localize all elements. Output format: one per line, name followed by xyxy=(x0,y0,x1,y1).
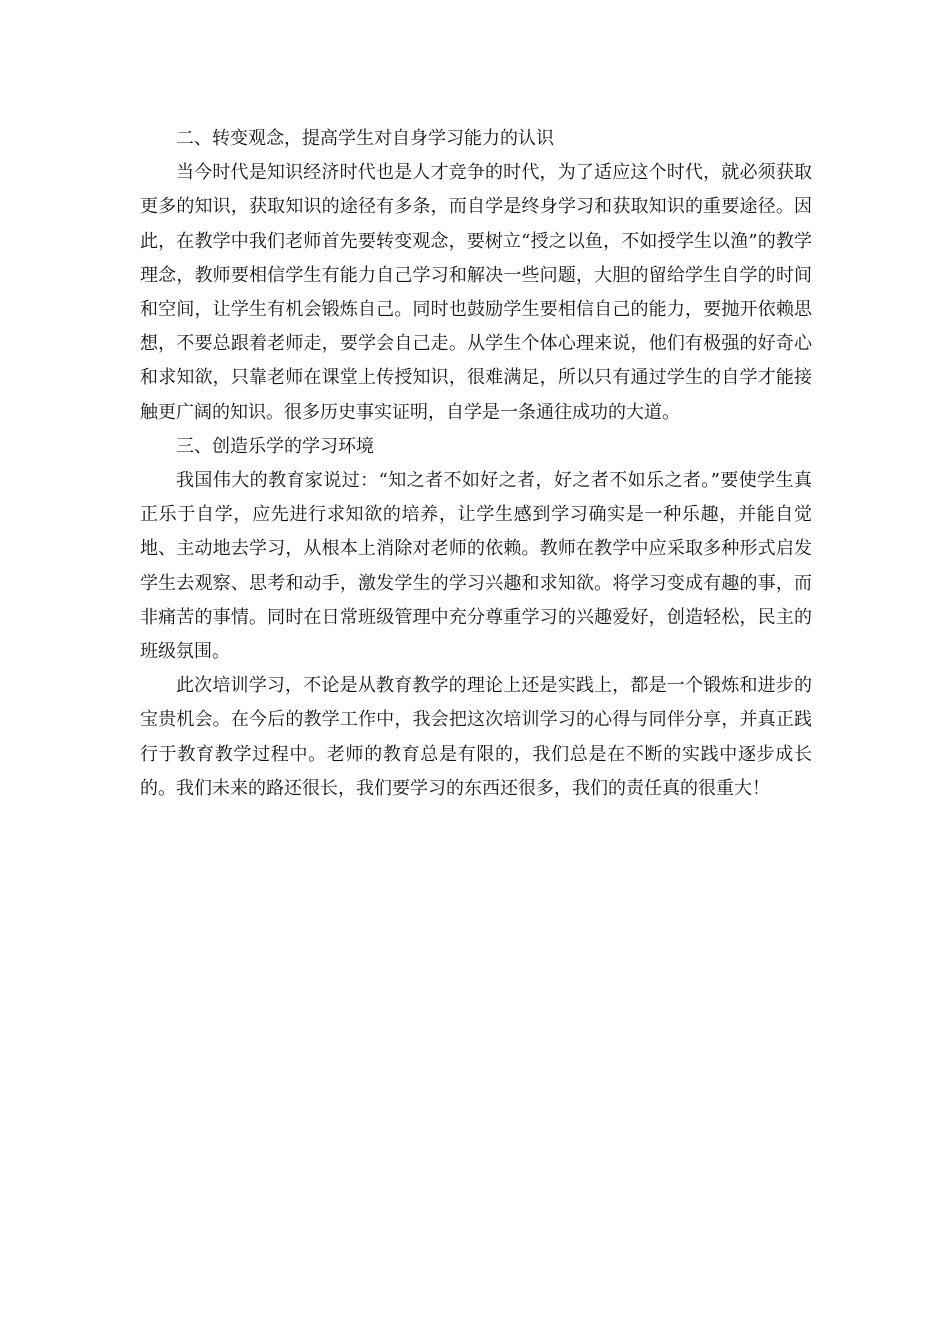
section-heading: 二、转变观念，提高学生对自身学习能力的认识 xyxy=(176,128,554,149)
body-paragraph: 当今时代是知识经济时代也是人才竞争的时代，为了适应这个时代，就必须获取更多的知识，获取知识的途径有多条，而自学是终身学习和获取知识的重要途径。因此，在教学中我们老师首先要转变观念，要树立“授之以鱼，不如授学生以渔”的教学理念，教师要相信学生有能力自己学习和解决一些问题，大胆的留给学生自学的时间和空间，让学生有机会锻炼自己。同时也鼓励学生要相信自己的能力，要抛开依赖思想，不要总跟着老师走，要学会自己走。从学生个体心理来说，他们有极强的好奇心和求知欲，只靠老师在课堂上传授知识，很难满足，所以只有通过学生的自学才能接触更广阔的知识。很多历史事实证明，自学是一条通往成功的大道。 xyxy=(140,162,812,423)
document-body xyxy=(140,122,812,806)
conclusion-paragraph: 此次培训学习，不论是从教育教学的理论上还是实践上，都是一个锻炼和进步的宝贵机会。在今后的教学工作中，我会把这次培训学习的心得与同伴分享，并真正践行于教育教学过程中。老师的教育总是有限的，我们总是在不断的实践中逐步成长的。我们未来的路还很长，我们要学习的东西还很多，我们的责任真的很重大！ xyxy=(140,675,812,799)
section-heading: 三、创造乐学的学习环境 xyxy=(176,435,374,457)
body-paragraph: 我国伟大的教育家说过：“知之者不如好之者，好之者不如乐之者。”要使学生真正乐于自学，应先进行求知欲的培养，让学生感到学习确实是一种乐趣，并能自觉地、主动地去学习，从根本上消除对老师的依赖。教师在教学中应采取多种形式启发学生去观察、思考和动手，激发学生的学习兴趣和求知欲。将学习变成有趣的事，而非痛苦的事情。同时在日常班级管理中充分尊重学习的兴趣爱好，创造轻松，民主的班级氛围。 xyxy=(140,470,812,663)
